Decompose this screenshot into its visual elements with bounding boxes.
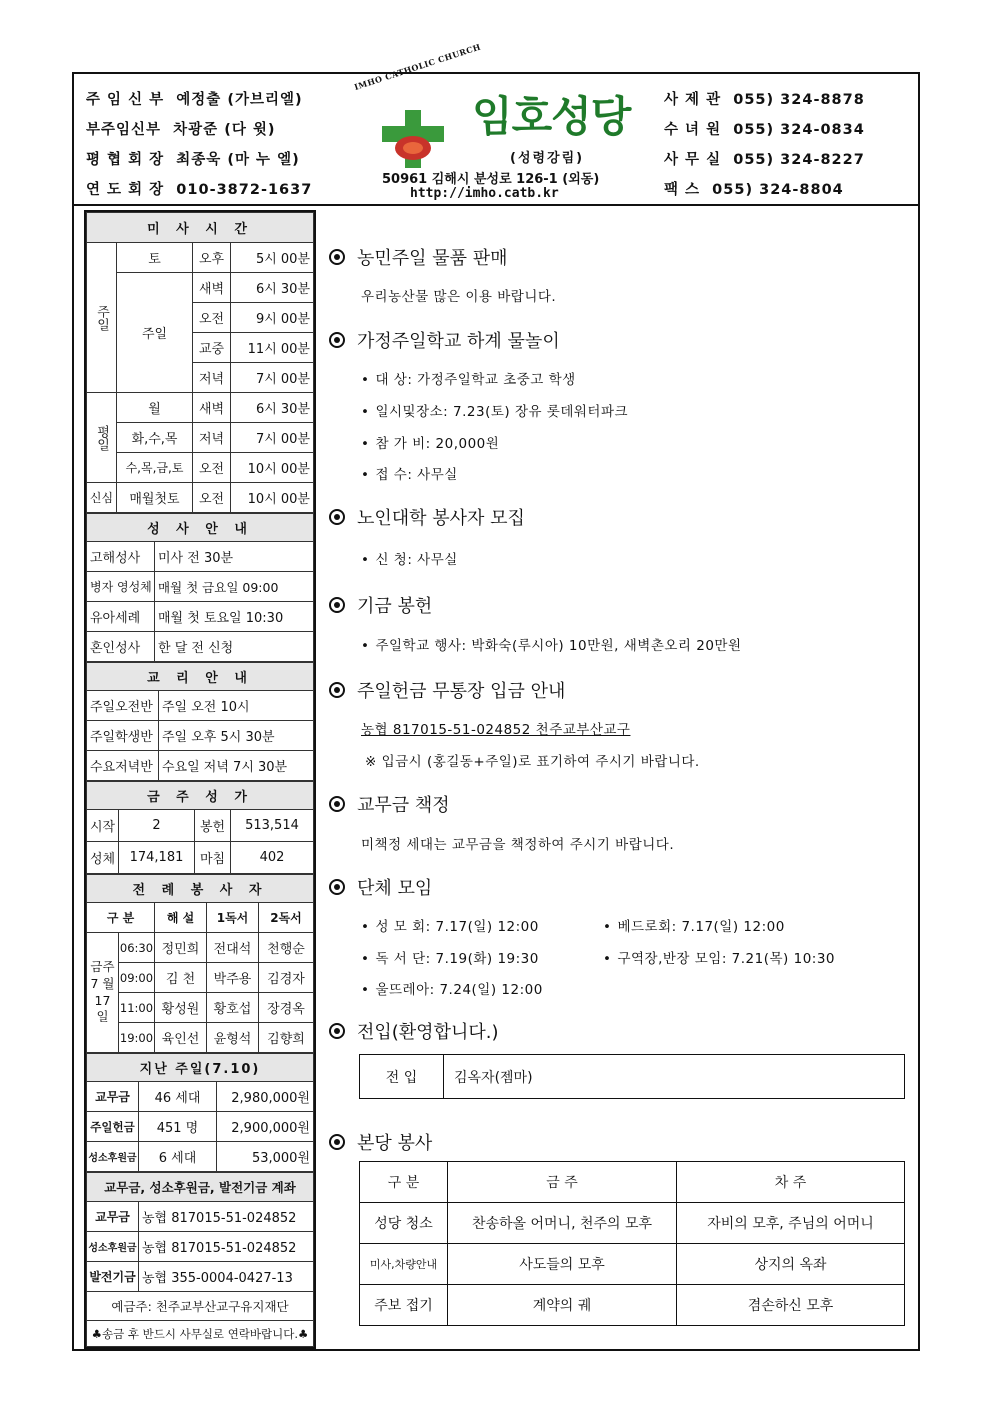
liturgy-time: 11:00 (119, 993, 155, 1023)
liturgy-cell: 박주용 (207, 963, 259, 993)
liturgy-cell: 황호섭 (207, 993, 259, 1023)
sunday-period: 저녁 (193, 363, 231, 393)
section-bullet-icon (329, 682, 345, 698)
section-bullet-icon (329, 879, 345, 895)
liturgy-head: 1독서 (207, 903, 259, 933)
hymn-table (86, 781, 314, 874)
weekday-time: 6시 30분 (231, 393, 314, 423)
section-title: 단체 모임 (357, 878, 433, 899)
church-url[interactable]: http://imho.catb.kr (410, 186, 559, 201)
account-number: 농협 817015-51-024852 (139, 1202, 314, 1232)
list-item: • 울뜨레아: 7.24(일) 12:00 (361, 978, 543, 998)
church-subtitle: (성령강림) (510, 151, 585, 166)
section-body: 미책정 세대는 교무금을 책정하여 주시기 바랍니다. (361, 837, 675, 853)
newcomer-name: 김옥자(젬마) (444, 1055, 905, 1099)
section-title: 노인대학 봉사자 모집 (357, 508, 525, 529)
weekday-label: 평일 (87, 393, 117, 483)
council-president-line: 평 협 회 장 최종욱 (마 누 엘) (86, 152, 300, 168)
sacrament-value: 한 달 전 신청 (155, 632, 314, 662)
liturgy-head: 구 분 (87, 903, 155, 933)
offering-key: 성소후원금 (87, 1142, 139, 1172)
hymn-title: 금 주 성 가 (87, 782, 314, 810)
service-head: 구 분 (360, 1162, 448, 1203)
liturgy-cell: 김경자 (259, 963, 314, 993)
doctrine-key: 수요저녁반 (87, 751, 159, 781)
offering-amount: 53,000원 (217, 1142, 314, 1172)
section-bullet-icon (329, 597, 345, 613)
section-title: 기금 봉헌 (357, 596, 433, 617)
account-key: 성소후원금 (87, 1232, 139, 1262)
list-item: • 참 가 비: 20,000원 (361, 432, 499, 452)
hymn-value: 513,514 (231, 810, 314, 842)
doctrine-key: 주일오전반 (87, 691, 159, 721)
sacrament-value: 미사 전 30분 (155, 542, 314, 572)
sat-time: 5시 00분 (231, 243, 314, 273)
list-item: • 대 상: 가정주일학교 초중고 학생 (361, 368, 576, 388)
liturgy-cell: 김향희 (259, 1023, 314, 1053)
liturgy-time: 09:00 (119, 963, 155, 993)
weekday-time: 7시 00분 (231, 423, 314, 453)
weekday-day: 월 (117, 393, 193, 423)
service-table (359, 1161, 905, 1326)
hymn-key: 마침 (195, 842, 231, 874)
account-number: 농협 817015-51-024852 (139, 1232, 314, 1262)
section-donation (329, 592, 432, 618)
assistant-pastor-line: 부주임신부 차광준 (다 윗) (86, 122, 276, 138)
weekday-day: 수,목,금,토 (117, 453, 193, 483)
doctrine-value: 수요일 저녁 7시 30분 (159, 751, 314, 781)
account-key: 발전기금 (87, 1262, 139, 1292)
transfer-notice: ♣송금 후 반드시 사무실로 연락바랍니다.♣ (87, 1321, 314, 1347)
account-number: 농협 355-0004-0427-13 (139, 1262, 314, 1292)
rectory-phone: 사 제 관 055) 324-8878 (664, 92, 865, 108)
liturgy-head: 해 설 (155, 903, 207, 933)
sunday-period: 새벽 (193, 273, 231, 303)
service-task: 성당 청소 (360, 1203, 448, 1244)
account-key: 교무금 (87, 1202, 139, 1232)
mass-times-table (86, 212, 314, 513)
service-cell: 겸손하신 모후 (677, 1285, 905, 1326)
service-cell: 상지의 옥좌 (677, 1244, 905, 1285)
section-body: 우리농산물 많은 이용 바랍니다. (361, 289, 557, 305)
account-title: 교무금, 성소후원금, 발전기금 계좌 (87, 1173, 314, 1202)
section-bank-transfer (329, 677, 565, 703)
last-sunday-table (86, 1053, 314, 1172)
section-bullet-icon (329, 1023, 345, 1039)
sunday-time: 11시 00분 (231, 333, 314, 363)
doctrine-table (86, 662, 314, 781)
service-cell: 자비의 모후, 주님의 어머니 (677, 1203, 905, 1244)
section-bullet-icon (329, 249, 345, 265)
list-item: • 베드로회: 7.17(일) 12:00 (603, 915, 785, 935)
list-item: • 구역장,반장 모임: 7.21(목) 10:30 (603, 947, 835, 967)
weekday-time: 10시 00분 (231, 453, 314, 483)
last-sunday-title: 지난 주일(7.10) (87, 1054, 314, 1082)
section-title: 농민주일 물품 판매 (357, 248, 508, 269)
section-group-meetings (329, 874, 432, 900)
sunday-period: 오전 (193, 303, 231, 333)
sunday-label: 주일 (87, 243, 117, 393)
offering-count: 6 세대 (139, 1142, 217, 1172)
bank-account: 농협 817015-51-024852 천주교부산교구 (361, 722, 631, 738)
offering-key: 주일헌금 (87, 1112, 139, 1142)
sinsim-label: 신심 (87, 483, 117, 513)
list-item: • 일시및장소: 7.23(토) 장유 롯데워터파크 (361, 400, 628, 420)
account-table (86, 1172, 314, 1347)
section-title: 교무금 책정 (357, 795, 450, 816)
section-title: 가정주일학교 하계 물놀이 (357, 331, 560, 352)
section-summer-outing (329, 327, 560, 353)
section-bullet-icon (329, 509, 345, 525)
hymn-key: 성체 (87, 842, 119, 874)
section-bullet-icon (329, 332, 345, 348)
section-newcomers (329, 1018, 498, 1044)
liturgy-table (86, 874, 314, 1053)
list-item: • 주일학교 행사: 박화숙(루시아) 10만원, 새벽촌오리 20만원 (361, 634, 742, 654)
section-bullet-icon (329, 796, 345, 812)
liturgy-cell: 윤형석 (207, 1023, 259, 1053)
church-name: 임호성당 (472, 92, 631, 141)
mass-times-title: 미 사 시 간 (87, 213, 314, 243)
liturgy-cell: 정민희 (155, 933, 207, 963)
section-title: 전입(환영합니다.) (357, 1022, 499, 1043)
list-item: • 신 청: 사무실 (361, 548, 458, 568)
sinsim-day: 매월첫토 (117, 483, 193, 513)
weekday-day: 화,수,목 (117, 423, 193, 453)
sidebar (84, 210, 316, 1349)
offering-amount: 2,980,000원 (217, 1082, 314, 1112)
hymn-value: 402 (231, 842, 314, 874)
header (74, 41, 918, 206)
section-parish-service (329, 1129, 432, 1155)
convent-phone: 수 녀 원 055) 324-0834 (664, 122, 865, 138)
list-item: • 성 모 회: 7.17(일) 12:00 (361, 915, 539, 935)
sunday-group: 주일 (117, 273, 193, 393)
liturgy-cell: 전대석 (207, 933, 259, 963)
newcomer-key: 전 입 (360, 1055, 444, 1099)
pastor-line: 주 임 신 부 예정출 (가브리엘) (86, 92, 303, 108)
newcomer-table (359, 1054, 905, 1099)
sunday-time: 9시 00분 (231, 303, 314, 333)
section-title: 본당 봉사 (357, 1133, 433, 1154)
service-cell: 계약의 궤 (448, 1285, 677, 1326)
liturgy-cell: 육인선 (155, 1023, 207, 1053)
sunday-time: 6시 30분 (231, 273, 314, 303)
section-bullet-icon (329, 1134, 345, 1150)
sat-day: 토 (117, 243, 193, 273)
sinsim-period: 오전 (193, 483, 231, 513)
bulletin-frame (72, 41, 920, 1351)
service-cell: 찬송하올 어머니, 천주의 모후 (448, 1203, 677, 1244)
liturgy-time: 19:00 (119, 1023, 155, 1053)
liturgy-head: 2독서 (259, 903, 314, 933)
liturgy-cell: 김 천 (155, 963, 207, 993)
section-volunteer-recruit (329, 504, 525, 530)
weekday-period: 저녁 (193, 423, 231, 453)
liturgy-date: 금주 7 월 17 일 (87, 933, 119, 1053)
liturgy-title: 전 례 봉 사 자 (87, 875, 314, 903)
liturgy-cell: 황성원 (155, 993, 207, 1023)
weekday-period: 오전 (193, 453, 231, 483)
account-holder: 예금주: 천주교부산교구유지재단 (87, 1292, 314, 1321)
doctrine-value: 주일 오전 10시 (159, 691, 314, 721)
doctrine-value: 주일 오후 5시 30분 (159, 721, 314, 751)
service-cell: 사도들의 모후 (448, 1244, 677, 1285)
offering-amount: 2,900,000원 (217, 1112, 314, 1142)
service-task: 주보 접기 (360, 1285, 448, 1326)
hymn-value: 174,181 (119, 842, 195, 874)
sacrament-title: 성 사 안 내 (87, 514, 314, 542)
section-dues (329, 791, 450, 817)
sacrament-table (86, 513, 314, 662)
list-item: • 접 수: 사무실 (361, 463, 458, 483)
church-logo-icon (378, 108, 448, 170)
fax-number: 팩 스 055) 324-8804 (664, 182, 844, 198)
transfer-note: ※ 입금시 (홍길동+주일)로 표기하여 주시기 바랍니다. (365, 754, 700, 770)
sat-period: 오후 (193, 243, 231, 273)
sacrament-key: 병자 영성체 (87, 572, 155, 602)
doctrine-key: 주일학생반 (87, 721, 159, 751)
hymn-value: 2 (119, 810, 195, 842)
sacrament-value: 매월 첫 금요일 09:00 (155, 572, 314, 602)
liturgy-cell: 천행순 (259, 933, 314, 963)
doctrine-title: 교 리 안 내 (87, 663, 314, 691)
sacrament-key: 고해성사 (87, 542, 155, 572)
liturgy-time: 06:30 (119, 933, 155, 963)
office-phone: 사 무 실 055) 324-8227 (664, 152, 865, 168)
section-farmers-sunday (329, 244, 508, 270)
sacrament-value: 매월 첫 토요일 10:30 (155, 602, 314, 632)
service-head: 금 주 (448, 1162, 677, 1203)
weekday-period: 새벽 (193, 393, 231, 423)
offering-count: 451 명 (139, 1112, 217, 1142)
sunday-time: 7시 00분 (231, 363, 314, 393)
church-address: 50961 김해시 분성로 126-1 (외동) (382, 172, 600, 187)
list-item: • 독 서 단: 7.19(화) 19:30 (361, 947, 539, 967)
service-task: 미사,차량안내 (360, 1244, 448, 1285)
liturgy-cell: 장경옥 (259, 993, 314, 1023)
section-title: 주일헌금 무통장 입금 안내 (357, 681, 566, 702)
hymn-key: 봉헌 (195, 810, 231, 842)
offering-key: 교무금 (87, 1082, 139, 1112)
service-head: 차 주 (677, 1162, 905, 1203)
hymn-key: 시작 (87, 810, 119, 842)
sacrament-key: 혼인성사 (87, 632, 155, 662)
offering-count: 46 세대 (139, 1082, 217, 1112)
sunday-period: 교중 (193, 333, 231, 363)
logo-circle-text: IMHO CATHOLIC CHURCH (352, 41, 483, 92)
sacrament-key: 유아세례 (87, 602, 155, 632)
league-president-line: 연 도 회 장 010-3872-1637 (86, 182, 313, 198)
sinsim-time: 10시 00분 (231, 483, 314, 513)
